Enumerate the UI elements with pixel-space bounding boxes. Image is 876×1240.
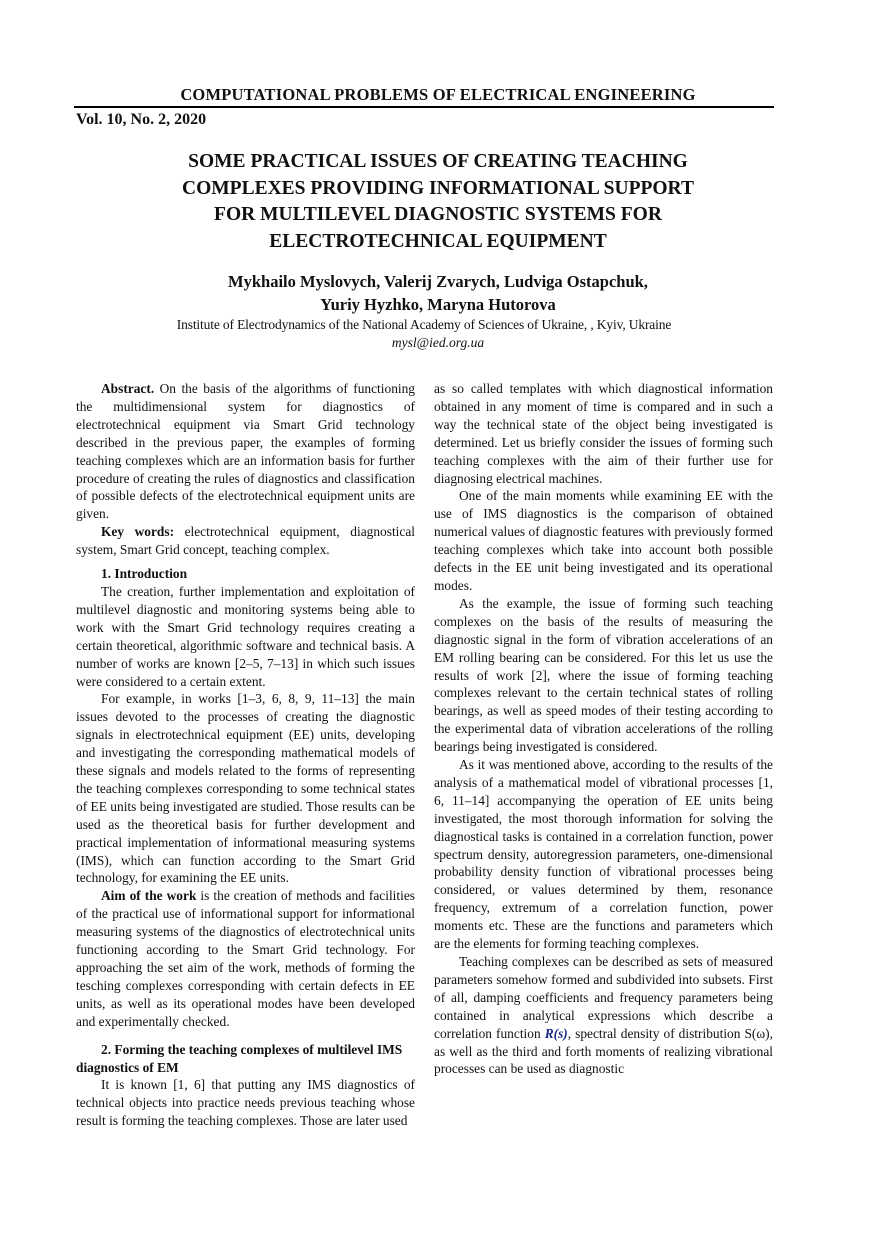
abstract	[76, 380, 415, 523]
title-line: ELECTROTECHNICAL EQUIPMENT	[269, 230, 607, 252]
paragraph-continued: as so called templates with which diagnostical information obtained in any moment of time is compared and in such a way the technical state of the object being investigated is determined. Let us briefly consider the issues of forming such teaching complexes with the aim of their further use for diagnosing electrical machines.	[434, 381, 773, 486]
text-segment: , spectral density of distribution S(ω), as well as the third and forth moments of realizing vibrational processes can be used as diagnostic	[434, 1025, 773, 1077]
correlation-function-formula: R(s)	[544, 1025, 568, 1041]
aim-text: is the creation of methods and facilities of the practical use of informational support for informational measuring systems of the diagnostics of electrotechnical units functioning according to the Smart Grid technology. For approaching the set aim of the work, methods of forming the tesching complexes corresponding with certain defects in EE units, as well as its operational modes have been developed and experimentally checked.	[76, 888, 415, 1029]
keywords-label: Key words:	[101, 524, 175, 540]
title-line: FOR MULTILEVEL DIAGNOSTIC SYSTEMS FOR	[214, 204, 662, 225]
paragraph: For example, in works [1–3, 6, 8, 9, 11–13] the main issues devoted to the processes of creating the diagnostic signals in electrotechnical equipment (EE) units, developing and investigating the corresponding mathematical models of these signals and models related to the forms of representing the teaching complexes corresponding to some technical states of EE units being investigated are studied. Those results can be used as the theoretical basis for further development and practical implementation of informational measuring systems (IMS), which can function according to the Smart Grid technology, for examining the EE units.	[76, 691, 415, 886]
right-column	[434, 380, 773, 1078]
text-segment: Teaching complexes can be described as sets of measured parameters somehow formed and subdivided into subsets. First of all, damping coefficients and frequency parameters being contained in analytical expressions which describe a correlation function	[434, 954, 773, 1041]
paragraph	[434, 953, 773, 1078]
title-line: COMPLEXES PROVIDING INFORMATIONAL SUPPORT	[182, 177, 694, 199]
authors-line: Mykhailo Myslovych, Valerij Zvarych, Ludviga Ostapchuk,	[228, 272, 648, 291]
journal-name: COMPUTATIONAL PROBLEMS OF ELECTRICAL ENGINEERING	[180, 85, 696, 104]
title-line: SOME PRACTICAL ISSUES OF CREATING TEACHING	[188, 151, 688, 172]
author-list	[0, 271, 876, 316]
paragraph: As the example, the issue of forming such teaching complexes on the basis of the results of measuring the diagnostic signal in the form of vibration accelerations of an EM rolling bearing can be considered. For this let us use the results of work [2], where the issue of forming teaching complexes relevant to the certain technical states of rolling bearings, as well as speed modes of their testing according to the experimental data of vibration accelerations of the rolling bearings being investigated is considered.	[434, 595, 773, 755]
aim-label: Aim of the work	[101, 888, 197, 904]
keywords-text: electrotechnical equipment, diagnostical system, Smart Grid concept, teaching complex.	[76, 524, 415, 558]
volume-info: Vol. 10, No. 2, 2020	[76, 111, 207, 128]
paragraph: The creation, further implementation and exploitation of multilevel diagnostic and monitoring systems being able to work with the Smart Grid technology requires creating a certain theoretical, algorithmic software and technical basis. A number of works are known [2–5, 7–13] in which such issues were considered to a certain extent.	[76, 583, 415, 689]
affiliation: Institute of Electrodynamics of the National Academy of Sciences of Ukraine, , Kyiv, Ukraine	[176, 317, 672, 332]
section-heading-introduction: 1. Introduction	[101, 566, 188, 582]
paragraph: It is known [1, 6] that putting any IMS diagnostics of technical objects into practice needs previous teaching whose result is forming the teaching complexes. Those are later used	[76, 1077, 415, 1129]
left-column	[76, 380, 415, 1130]
contact-email: mysl@ied.org.ua	[391, 335, 485, 350]
header-rule	[74, 106, 774, 108]
keywords	[76, 523, 415, 559]
authors-line: Yuriy Hyzhko, Maryna Hutorova	[320, 294, 556, 314]
section-heading-teaching-complexes: 2. Forming the teaching complexes of multilevel IMS diagnostics of EM	[76, 1041, 403, 1075]
paper-title	[100, 149, 776, 255]
abstract-text: On the basis of the algorithms of functioning the multidimensional system for diagnostics of electrotechnical equipment via Smart Grid technology described in the previous paper, the examples of forming teaching complexes which are an information basis for further procedure of creating the rules of diagnostics and classification of possible defects of the electrotechnical equipment units are given.	[76, 381, 415, 522]
paragraph: One of the main moments while examining EE with the use of IMS diagnostics is the comparison of obtained numerical values of diagnostic features with previously formed teaching complexes which take into account both possible defects in the EE unit being investigated and its operational modes.	[434, 488, 773, 593]
abstract-label: Abstract.	[101, 381, 155, 396]
aim-paragraph	[76, 887, 415, 1030]
paragraph: As it was mentioned above, according to the results of the analysis of a mathematical model of vibrational processes [1, 6, 11–14] accompanying the operation of EE units being investigated, the most thorough information for solving the diagnostical tasks is contained in a correlation function, power spectrum density, autoregression parameters, one-dimensional probability density function of vibrational processes being considered, or values determined by them, resonance frequency, extremum of a correlation function, power moments etc. These are the functions and parameters which are the elements for forming teaching complexes.	[434, 757, 773, 952]
